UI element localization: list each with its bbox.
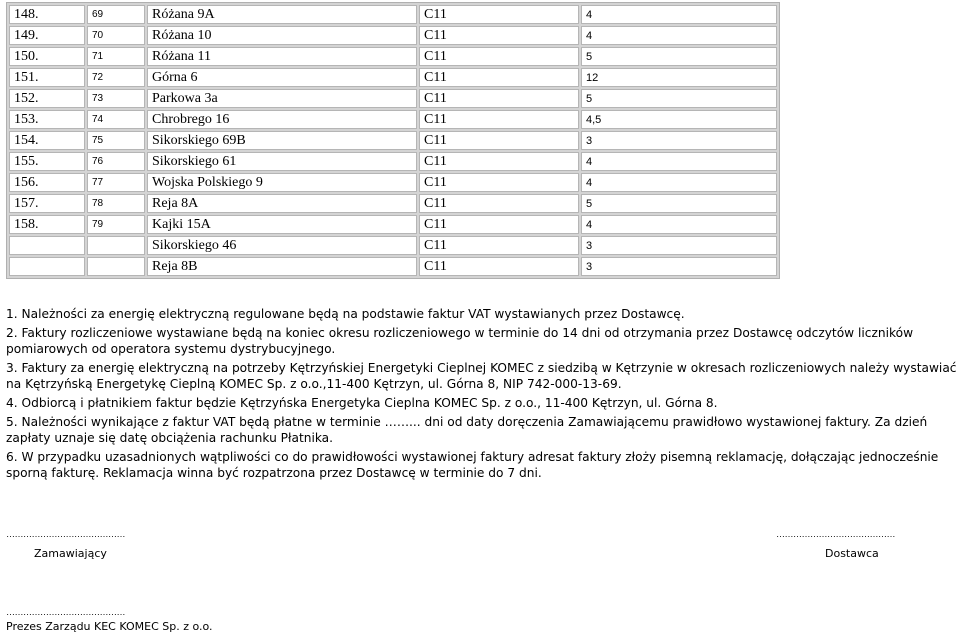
cell-value: 4 — [581, 173, 777, 192]
signature-line: …………………………………… — [6, 529, 125, 539]
cell-tariff: C11 — [419, 47, 579, 66]
cell-tariff: C11 — [419, 26, 579, 45]
cell-value: 4 — [581, 152, 777, 171]
table-row — [9, 47, 777, 66]
cell-address: Chrobrego 16 — [147, 110, 417, 129]
cell-address: Różana 10 — [147, 26, 417, 45]
table-row — [9, 215, 777, 234]
cell-ordinal: 154. — [9, 131, 85, 150]
cell-value: 3 — [581, 236, 777, 255]
cell-ordinal: 156. — [9, 173, 85, 192]
cell-value: 5 — [581, 194, 777, 213]
cell-ordinal: 157. — [9, 194, 85, 213]
cell-point-number: 77 — [87, 173, 145, 192]
table-row — [9, 110, 777, 129]
signature-line: …………………………………… — [6, 607, 125, 617]
cell-value: 3 — [581, 131, 777, 150]
cell-ordinal: 153. — [9, 110, 85, 129]
term-2: 2. Faktury rozliczeniowe wystawiane będą na koniec okresu rozliczeniowego w terminie do 14 dni od otrzymania przez Dostawcę odczytów liczników pomiarowych od operatora systemu dystrybucyjnego. — [6, 326, 914, 356]
cell-point-number — [87, 236, 145, 255]
table-row — [9, 5, 777, 24]
cell-value: 3 — [581, 257, 777, 276]
signature-label: Dostawca — [825, 547, 879, 560]
cell-value: 4 — [581, 215, 777, 234]
signature-board-president — [6, 606, 213, 634]
cell-tariff: C11 — [419, 194, 579, 213]
cell-tariff: C11 — [419, 131, 579, 150]
cell-point-number: 75 — [87, 131, 145, 150]
cell-address: Reja 8A — [147, 194, 417, 213]
cell-point-number: 73 — [87, 89, 145, 108]
cell-ordinal: 149. — [9, 26, 85, 45]
cell-address: Różana 11 — [147, 47, 417, 66]
term-5: 5. Należności wynikające z faktur VAT będą płatne w terminie ……... dni od daty doręczenia Zamawiającemu prawidłowo wystawionej faktury. Za dzień zapłaty uznaje się datę obciążenia rachunku Płatnika. — [6, 415, 928, 445]
cell-tariff: C11 — [419, 173, 579, 192]
cell-point-number: 70 — [87, 26, 145, 45]
cell-tariff: C11 — [419, 89, 579, 108]
cell-ordinal — [9, 236, 85, 255]
table-row — [9, 89, 777, 108]
cell-point-number — [87, 257, 145, 276]
term-6: 6. W przypadku uzasadnionych wątpliwości co do prawidłowości wystawionej faktury adresat faktury złoży pisemną reklamację, dołączając jednocześnie sporną fakturę. Reklamacja winna być rozpatrzona przez Dostawcę w terminie do 7 dni. — [6, 450, 939, 480]
table-row — [9, 236, 777, 255]
cell-tariff: C11 — [419, 110, 579, 129]
cell-ordinal: 150. — [9, 47, 85, 66]
cell-address: Reja 8B — [147, 257, 417, 276]
cell-ordinal: 158. — [9, 215, 85, 234]
cell-tariff: C11 — [419, 236, 579, 255]
cell-point-number: 76 — [87, 152, 145, 171]
cell-ordinal: 151. — [9, 68, 85, 87]
table-row — [9, 194, 777, 213]
cell-ordinal — [9, 257, 85, 276]
table-row — [9, 26, 777, 45]
cell-address: Sikorskiego 69B — [147, 131, 417, 150]
signature-supplier — [776, 528, 895, 561]
cell-value: 4,5 — [581, 110, 777, 129]
term-3: 3. Faktury za energię elektryczną na potrzeby Kętrzyńskiej Energetyki Cieplnej KOMEC z siedzibą w Kętrzynie w okresach rozliczeniowych należy wystawiać na Kętrzyńską Energetykę Cieplną KOMEC Sp. z o.o.,11-400 Kętrzyn, ul. Górna 8, NIP 742-000-13-69. — [6, 361, 957, 391]
signature-label: Zamawiający — [34, 547, 107, 560]
table-row — [9, 131, 777, 150]
table-row — [9, 257, 777, 276]
cell-value: 12 — [581, 68, 777, 87]
cell-address: Kajki 15A — [147, 215, 417, 234]
payment-terms — [6, 306, 958, 484]
cell-tariff: C11 — [419, 5, 579, 24]
cell-address: Wojska Polskiego 9 — [147, 173, 417, 192]
cell-address: Różana 9A — [147, 5, 417, 24]
cell-value: 5 — [581, 89, 777, 108]
table-row — [9, 173, 777, 192]
cell-ordinal: 148. — [9, 5, 85, 24]
signature-label: Prezes Zarządu KEC KOMEC Sp. z o.o. — [6, 620, 213, 633]
cell-point-number: 69 — [87, 5, 145, 24]
cell-ordinal: 152. — [9, 89, 85, 108]
table-row — [9, 68, 777, 87]
cell-tariff: C11 — [419, 152, 579, 171]
signature-line: …………………………………… — [776, 529, 895, 539]
cell-point-number: 72 — [87, 68, 145, 87]
cell-ordinal: 155. — [9, 152, 85, 171]
cell-point-number: 78 — [87, 194, 145, 213]
term-4: 4. Odbiorcą i płatnikiem faktur będzie Kętrzyńska Energetyka Cieplna KOMEC Sp. z o.o., 11-400 Kętrzyn, ul. Górna 8. — [6, 396, 718, 410]
cell-point-number: 79 — [87, 215, 145, 234]
cell-value: 5 — [581, 47, 777, 66]
signature-customer — [6, 528, 125, 561]
cell-point-number: 71 — [87, 47, 145, 66]
cell-address: Górna 6 — [147, 68, 417, 87]
table-row — [9, 152, 777, 171]
term-1: 1. Należności za energię elektryczną regulowane będą na podstawie faktur VAT wystawianych przez Dostawcę. — [6, 307, 685, 321]
cell-tariff: C11 — [419, 257, 579, 276]
cell-address: Parkowa 3a — [147, 89, 417, 108]
cell-address: Sikorskiego 46 — [147, 236, 417, 255]
metering-points-table — [6, 2, 780, 279]
cell-tariff: C11 — [419, 68, 579, 87]
cell-value: 4 — [581, 5, 777, 24]
cell-value: 4 — [581, 26, 777, 45]
table-body — [9, 5, 777, 276]
cell-point-number: 74 — [87, 110, 145, 129]
cell-address: Sikorskiego 61 — [147, 152, 417, 171]
cell-tariff: C11 — [419, 215, 579, 234]
